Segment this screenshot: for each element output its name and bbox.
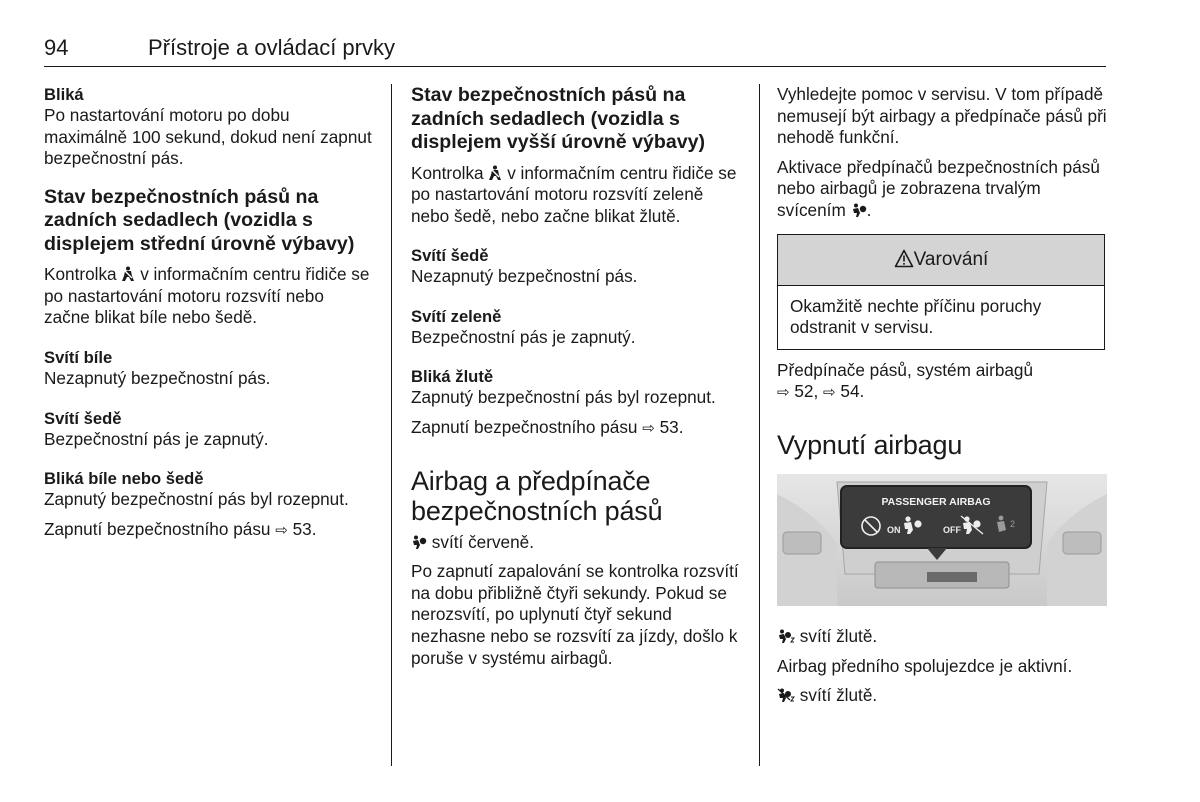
overhead-console-illustration [777,474,1107,606]
page-reference-arrow-icon: ⇨ [275,521,288,539]
heading-rear-belts-mid: Stav bezpečnostních pásů na zadních sedadlech (vozidla s displejem střední úrovně výbavy) [44,185,355,255]
page-number: 94 [44,35,69,60]
label-yellow: Bliká žlutě [411,367,494,387]
paragraph-grey: Nezapnutý bezpečnostní pás. [411,266,638,287]
page-ref-52[interactable]: 52, [794,381,819,402]
passenger-airbag-on-icon [777,629,795,647]
cross-reference[interactable]: Zapnutí bezpečnostního pásu ⇨ 53. [411,417,741,440]
column-divider [759,84,760,766]
page-reference-arrow-icon: ⇨ [642,420,655,438]
warning-box [777,234,1105,350]
paragraph-yellow: Zapnutý bezpečnostní pás byl rozepnut. [411,387,716,408]
column-2 [411,84,741,669]
airbag-warning-icon [411,535,427,553]
paragraph-airbag-red: svítí červeně. [411,532,741,554]
figure-off-label: OFF [943,524,961,535]
page-title: Přístroje a ovládací prvky [148,35,395,60]
label-blink-white-grey: Bliká bíle nebo šedě [44,469,204,489]
paragraph-intro-mid: Kontrolka v informačním centru řidiče se po nastartování motoru rozsvítí nebo začne blikat bíle nebo šedě. [44,264,370,328]
passenger-airbag-off-icon [777,688,795,706]
heading-airbag-deactivation: Vypnutí airbagu [777,429,963,460]
paragraph-pretensioner-refs: Předpínače pásů, systém airbagů ⇨ 52, ⇨ 54. [777,360,1107,404]
label-grey: Svítí šedě [411,246,489,266]
paragraph-blink-white-grey: Zapnutý bezpečnostní pás byl rozepnut. [44,489,349,510]
paragraph-grey: Bezpečnostní pás je zapnutý. [44,428,269,449]
airbag-indicator-photo [777,474,1107,606]
figure-seat-number: 2 [1010,518,1016,529]
airbag-warning-icon [851,203,867,221]
paragraph-airbag-active: Airbag předního spolujezdce je aktivní. [777,655,1073,676]
cross-reference[interactable]: Zapnutí bezpečnostního pásu ⇨ 53. [44,519,374,542]
label-green: Svítí zeleně [411,306,502,326]
heading-rear-belts-high: Stav bezpečnostních pásů na zadních sedadlech (vozidla s displejem vyšší úrovně výbavy) [411,84,706,153]
page-reference-arrow-icon: ⇨ [777,384,790,402]
page-header [44,34,1106,67]
label-blika: Bliká [44,85,84,104]
paragraph-green: Bezpečnostní pás je zapnutý. [411,326,636,347]
column-divider [391,84,392,766]
column-3 [777,84,1107,707]
page-reference-arrow-icon: ⇨ [823,384,836,402]
label-white: Svítí bíle [44,348,113,368]
heading-airbag-pretensioners: Airbag a předpínače bezpečnostních pásů [411,465,663,526]
seatbelt-reminder-icon [488,165,502,184]
figure-on-label: ON [887,524,901,535]
paragraph-service: Vyhledejte pomoc v servisu. V tom případě nemusejí být airbagy a předpínače pásů při nehodě funkční. [777,84,1107,148]
warning-triangle-icon [894,238,914,288]
label-grey: Svítí šedě [44,408,122,428]
paragraph-white: Nezapnutý bezpečnostní pás. [44,368,271,389]
seatbelt-reminder-icon [121,266,135,285]
warning-body: Okamžitě nechte příčinu poruchy odstranit v servisu. [790,295,1042,338]
figure-panel-title: PASSENGER AIRBAG [881,495,991,508]
paragraph-activation: Aktivace předpínačů bezpečnostních pásů nebo airbagů je zobrazena trvalým svícením . [777,156,1100,220]
warning-header [778,235,1104,286]
column-1 [44,84,374,541]
paragraph-intro-high: Kontrolka v informačním centru řidiče se po nastartování motoru rozsvítí zeleně nebo šedě, nebo začne blikat žlutě. [411,162,737,226]
paragraph-blika: Po nastartování motoru po dobu maximálně 100 sekund, dokud není zapnut bezpečnostní pás. [44,105,372,169]
paragraph-airbag-on-yellow: svítí žlutě. [777,626,1107,648]
paragraph-airbag-off-yellow: svítí žlutě. [777,685,1107,707]
page-ref-54[interactable]: 54. [840,381,865,402]
paragraph-airbag-check: Po zapnutí zapalování se kontrolka rozsvítí na dobu přibližně čtyři sekundy. Pokud se nerozsvítí, po uplynutí čtyř sekund nezhasne nebo se rozsvítí za jízdy, došlo k poruše v systému airbagů. [411,561,739,668]
warning-title: Varování [913,248,989,270]
